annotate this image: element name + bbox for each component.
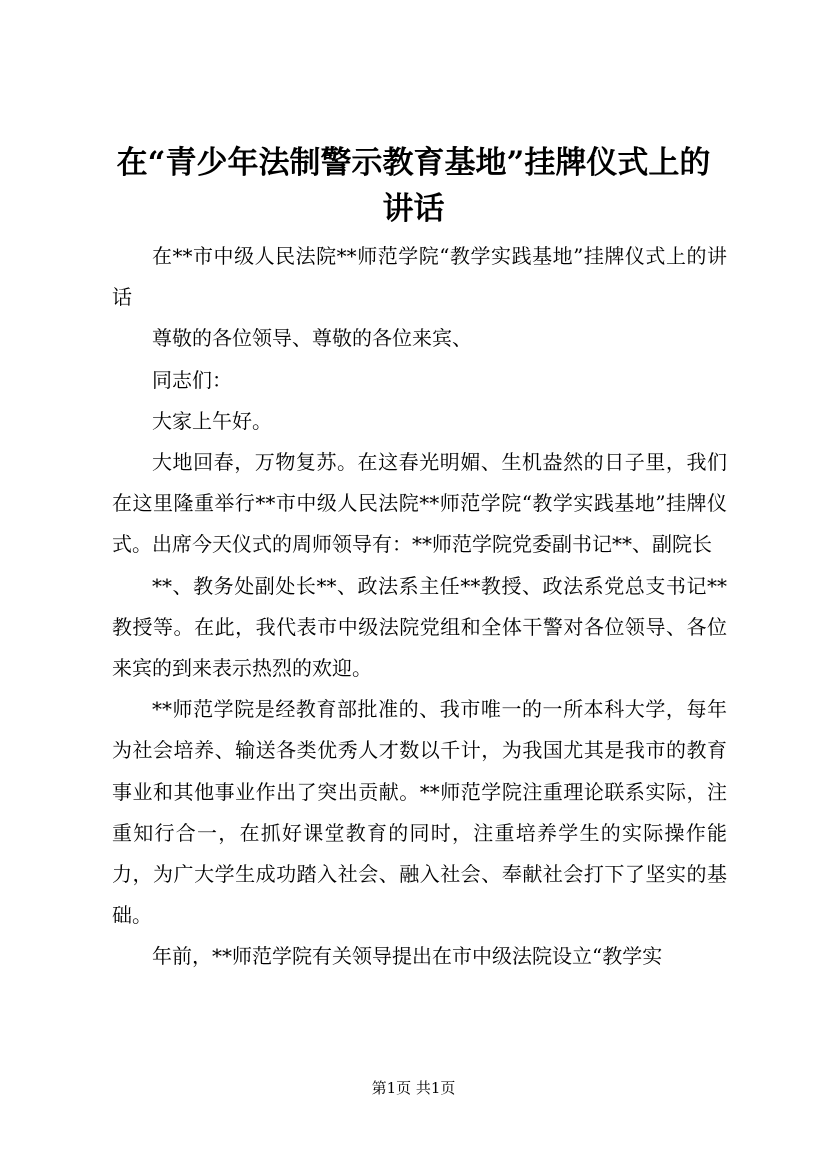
paragraph-college-intro: **师范学院是经教育部批准的、我市唯一的一所本科大学，每年为社会培养、输送各类优秀人才数以千计，为我国尤其是我市的教育事业和其他事业作出了突出贡献。**师范学院注重理论联系实际，注重知行合一，在抓好课堂教育的同时，注重培养学生的实际操作能力，为广大学生成功踏入社会、融入社会、奉献社会打下了坚实的基础。 (112, 697, 727, 928)
paragraph-comrades: 同志们： (152, 367, 232, 392)
paragraph-greeting: 大家上午好。 (152, 408, 272, 433)
paragraph-welcome: **、教务处副处长**、政法系主任**教授、政法系党总支书记**教授等。在此，我代表市中级法院党组和全体干警对各位领导、各位来宾的到来表示热烈的欢迎。 (112, 573, 727, 681)
paragraph-background: 年前，**师范学院有关领导提出在市中级法院设立“教学实 (152, 944, 663, 969)
paragraph-subtitle: 在**市中级人民法院**师范学院“教学实践基地”挂牌仪式上的讲话 (112, 244, 727, 310)
paragraph-opening: 大地回春，万物复苏。在这春光明媚、生机盎然的日子里，我们在这里隆重举行**市中级人民法院**师范学院“教学实践基地”挂牌仪式。出席今天仪式的周师领导有：**师范学院党委副书记**、副院长 (112, 450, 727, 557)
page-number-footer: 第1页 共1页 (371, 1079, 456, 1097)
paragraph-salutation: 尊敬的各位领导、尊敬的各位来宾、 (152, 326, 472, 351)
title-line-2: 讲话 (382, 191, 445, 227)
title-line-1: 在“青少年法制警示教育基地”挂牌仪式上的 (116, 145, 711, 181)
document-title (100, 140, 727, 232)
document-body (112, 236, 727, 978)
